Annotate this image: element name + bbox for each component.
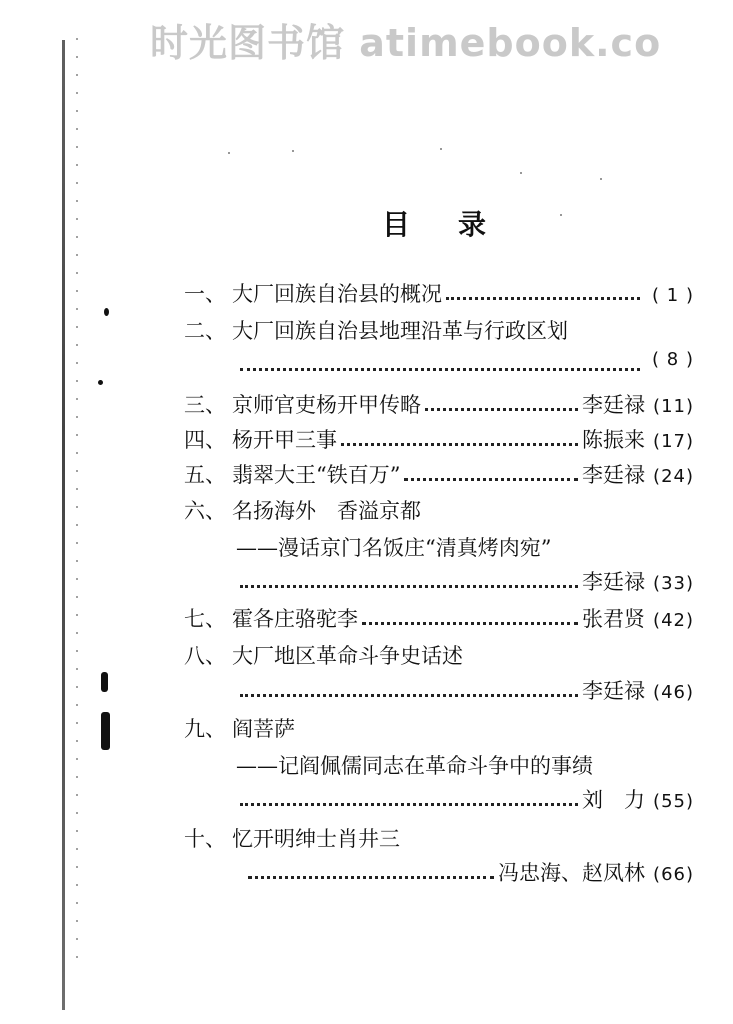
- entry-author: 陈振来: [582, 428, 646, 452]
- toc-entry-6-continuation: [184, 566, 694, 596]
- dot-leader: [240, 803, 578, 806]
- entry-author: 李廷禄: [582, 393, 646, 417]
- toc-entry-10: [184, 823, 694, 853]
- entry-page: (11): [653, 396, 694, 417]
- speck: [292, 150, 294, 152]
- entry-number: 八、: [184, 644, 226, 668]
- entry-number: 九、: [184, 717, 226, 741]
- entry-page: (46): [653, 682, 694, 703]
- toc-entry-3: [184, 389, 694, 419]
- dot-leader: [240, 585, 578, 588]
- entry-title: 杨开甲三事: [232, 428, 337, 452]
- entry-number: 一、: [184, 282, 226, 306]
- toc-entry-9-subtitle: [184, 750, 694, 780]
- toc-entry-6-subtitle: [184, 532, 694, 562]
- entry-author: 刘 力: [582, 788, 646, 812]
- entry-subtitle: ——漫话京门名饭庄“清真烤肉宛”: [236, 536, 552, 560]
- ink-blot: [98, 380, 103, 385]
- dot-leader: [248, 876, 494, 879]
- entry-page: (66): [653, 864, 694, 885]
- entry-page: (17): [653, 431, 694, 452]
- ink-blot: [101, 712, 110, 750]
- toc-entry-2: [184, 315, 694, 345]
- entry-number: 二、: [184, 319, 226, 343]
- entry-title: 大厂地区革命斗争史话述: [232, 644, 463, 668]
- entry-number: 七、: [184, 607, 226, 631]
- dot-leader: [404, 478, 578, 481]
- entry-title: 翡翠大王“铁百万”: [232, 463, 401, 487]
- binding-dots: [76, 30, 78, 970]
- entry-page: (55): [653, 791, 694, 812]
- page-spine-edge: [62, 40, 65, 1010]
- entry-number: 五、: [184, 463, 226, 487]
- entry-page: ( 1 ): [652, 285, 694, 306]
- toc-entry-10-continuation: [184, 857, 694, 887]
- entry-title: 忆开明绅士肖井三: [232, 827, 400, 851]
- entry-page: (24): [653, 466, 694, 487]
- entry-author: 李廷禄: [582, 570, 646, 594]
- entry-title: 京师官吏杨开甲传略: [232, 393, 421, 417]
- entry-author: 张君贤: [582, 607, 646, 631]
- dot-leader: [425, 408, 578, 411]
- entry-number: 六、: [184, 499, 226, 523]
- entry-title: 阎菩萨: [232, 717, 295, 741]
- dot-leader: [446, 297, 640, 300]
- entry-author: 李廷禄: [582, 463, 646, 487]
- entry-title: 名扬海外 香溢京都: [232, 499, 421, 523]
- entry-page: (42): [653, 610, 694, 631]
- speck: [228, 152, 230, 154]
- entry-subtitle: ——记阎佩儒同志在革命斗争中的事绩: [236, 754, 593, 778]
- page-title: 目录: [382, 208, 535, 241]
- ink-blot: [104, 308, 109, 316]
- entry-page: (33): [653, 573, 694, 594]
- dot-leader: [240, 694, 578, 697]
- speck: [440, 148, 442, 150]
- entry-title: 霍各庄骆驼李: [232, 607, 358, 631]
- entry-author: 李廷禄: [582, 679, 646, 703]
- dot-leader: [341, 443, 578, 446]
- toc-entry-6: [184, 495, 694, 525]
- dot-leader: [362, 622, 578, 625]
- speck: [600, 178, 602, 180]
- entry-number: 三、: [184, 393, 226, 417]
- toc-entry-9: [184, 713, 694, 743]
- entry-page: ( 8 ): [652, 349, 694, 370]
- toc-entry-1: [184, 278, 694, 308]
- toc-entry-7: [184, 603, 694, 633]
- toc-entry-8-continuation: [184, 675, 694, 705]
- speck: [560, 214, 562, 216]
- toc-entry-8: [184, 640, 694, 670]
- watermark: 时光图书馆 atimebook.co: [150, 21, 662, 65]
- speck: [520, 172, 522, 174]
- toc-entry-5: [184, 459, 694, 489]
- toc-entry-2-continuation: [184, 349, 694, 379]
- entry-number: 四、: [184, 428, 226, 452]
- dot-leader: [240, 368, 640, 371]
- ink-blot: [101, 672, 108, 692]
- toc-entry-9-continuation: [184, 784, 694, 814]
- entry-title: 大厂回族自治县地理沿革与行政区划: [232, 319, 568, 343]
- toc-entry-4: [184, 424, 694, 454]
- entry-title: 大厂回族自治县的概况: [232, 282, 442, 306]
- entry-author: 冯忠海、赵凤林: [498, 861, 646, 885]
- entry-number: 十、: [184, 827, 226, 851]
